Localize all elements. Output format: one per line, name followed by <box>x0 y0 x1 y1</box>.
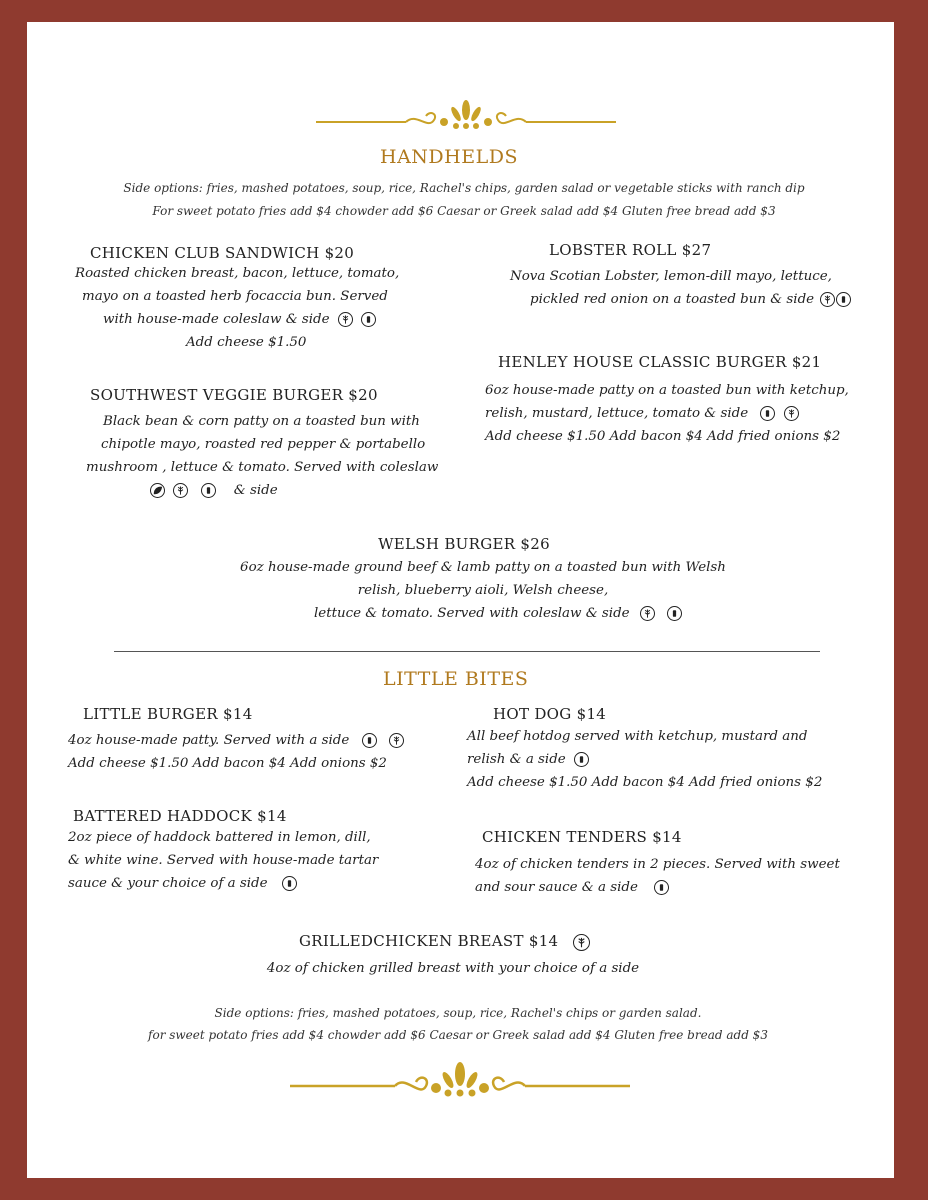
gluten-free-icon <box>573 934 590 951</box>
dairy-icon <box>836 292 851 307</box>
little-burger-desc-1: 4oz house-made patty. Served with a side <box>68 729 404 752</box>
little-bites-side-extras: for sweet potato fries add $4 chowder add $6 Caesar or Greek salad add $4 Gluten free bread add $3 <box>148 1028 768 1042</box>
southwest-veggie-title: SOUTHWEST VEGGIE BURGER $20 <box>90 386 378 404</box>
section-divider <box>114 651 820 652</box>
southwest-veggie-desc-4: & side <box>150 479 278 502</box>
henley-burger-desc-1: 6oz house-made patty on a toasted bun with ketchup, <box>485 383 849 398</box>
bottom-ornament <box>290 1060 630 1102</box>
lobster-roll-desc-1: Nova Scotian Lobster, lemon-dill mayo, lettuce, <box>510 269 832 284</box>
southwest-veggie-desc-1: Black bean & corn patty on a toasted bun with <box>103 414 420 429</box>
hot-dog-addons: Add cheese $1.50 Add bacon $4 Add fried onions $2 <box>467 775 823 790</box>
haddock-desc-1: 2oz piece of haddock battered in lemon, dill, <box>68 830 371 845</box>
gluten-free-icon <box>389 733 404 748</box>
dairy-icon <box>574 752 589 767</box>
little-bites-heading: LITTLE BITES <box>383 668 529 690</box>
gluten-free-icon <box>173 483 188 498</box>
chicken-tenders-desc-2: and sour sauce & a side <box>475 876 669 899</box>
haddock-desc-2: & white wine. Served with house-made tartar <box>68 853 379 868</box>
chicken-club-title: CHICKEN CLUB SANDWICH $20 <box>90 244 355 262</box>
hot-dog-desc-1: All beef hotdog served with ketchup, mustard and <box>467 729 808 744</box>
welsh-burger-desc-2: relish, blueberry aioli, Welsh cheese, <box>357 583 609 598</box>
grilled-chicken-desc: 4oz of chicken grilled breast with your choice of a side <box>266 961 640 976</box>
henley-burger-addons: Add cheese $1.50 Add bacon $4 Add fried onions $2 <box>485 429 841 444</box>
gluten-free-icon <box>784 406 799 421</box>
grilled-chicken-title: GRILLEDCHICKEN BREAST $14 <box>299 932 590 951</box>
chicken-club-desc-3: with house-made coleslaw & side <box>103 308 376 331</box>
chicken-tenders-title: CHICKEN TENDERS $14 <box>482 828 682 846</box>
lobster-roll-desc-2: pickled red onion on a toasted bun & side <box>530 288 851 311</box>
dairy-icon <box>201 483 216 498</box>
vegetarian-icon <box>150 483 165 498</box>
dairy-icon <box>361 312 376 327</box>
chicken-club-desc-1: Roasted chicken breast, bacon, lettuce, tomato, <box>75 266 400 281</box>
welsh-burger-desc-3: lettuce & tomato. Served with coleslaw & side <box>314 602 682 625</box>
haddock-desc-3: sauce & your choice of a side <box>68 872 297 895</box>
top-ornament <box>316 96 616 132</box>
hot-dog-desc-2: relish & a side <box>467 748 589 771</box>
welsh-burger-title: WELSH BURGER $26 <box>378 535 550 553</box>
gluten-free-icon <box>338 312 353 327</box>
hot-dog-title: HOT DOG $14 <box>493 705 607 723</box>
dairy-icon <box>362 733 377 748</box>
handhelds-side-extras: For sweet potato fries add $4 chowder add $6 Caesar or Greek salad add $4 Gluten free bread add $3 <box>152 204 776 218</box>
handhelds-heading: HANDHELDS <box>380 146 518 168</box>
chicken-club-desc-2: mayo on a toasted herb focaccia bun. Served <box>82 289 388 304</box>
henley-burger-desc-2: relish, mustard, lettuce, tomato & side <box>485 402 799 425</box>
chicken-tenders-desc-1: 4oz of chicken tenders in 2 pieces. Served with sweet <box>475 857 840 872</box>
gluten-free-icon <box>820 292 835 307</box>
chicken-club-add-cheese: Add cheese $1.50 <box>186 335 307 350</box>
dairy-icon <box>760 406 775 421</box>
lobster-roll-title: LOBSTER ROLL $27 <box>549 241 712 259</box>
handhelds-side-options: Side options: fries, mashed potatoes, soup, rice, Rachel's chips, garden salad or vegetable sticks with ranch dip <box>123 181 805 195</box>
little-burger-title: LITTLE BURGER $14 <box>83 705 253 723</box>
henley-burger-title: HENLEY HOUSE CLASSIC BURGER $21 <box>498 353 822 371</box>
welsh-burger-desc-1: 6oz house-made ground beef & lamb patty on a toasted bun with Welsh <box>240 560 726 575</box>
haddock-title: BATTERED HADDOCK $14 <box>73 807 287 825</box>
little-burger-addons: Add cheese $1.50 Add bacon $4 Add onions $2 <box>68 756 387 771</box>
dairy-icon <box>667 606 682 621</box>
dairy-icon <box>654 880 669 895</box>
gluten-free-icon <box>640 606 655 621</box>
southwest-veggie-desc-3: mushroom , lettuce & tomato. Served with coleslaw <box>86 460 439 475</box>
dairy-icon <box>282 876 297 891</box>
little-bites-side-options: Side options: fries, mashed potatoes, soup, rice, Rachel's chips or garden salad. <box>214 1006 702 1020</box>
southwest-veggie-desc-2: chipotle mayo, roasted red pepper & portabello <box>101 437 426 452</box>
